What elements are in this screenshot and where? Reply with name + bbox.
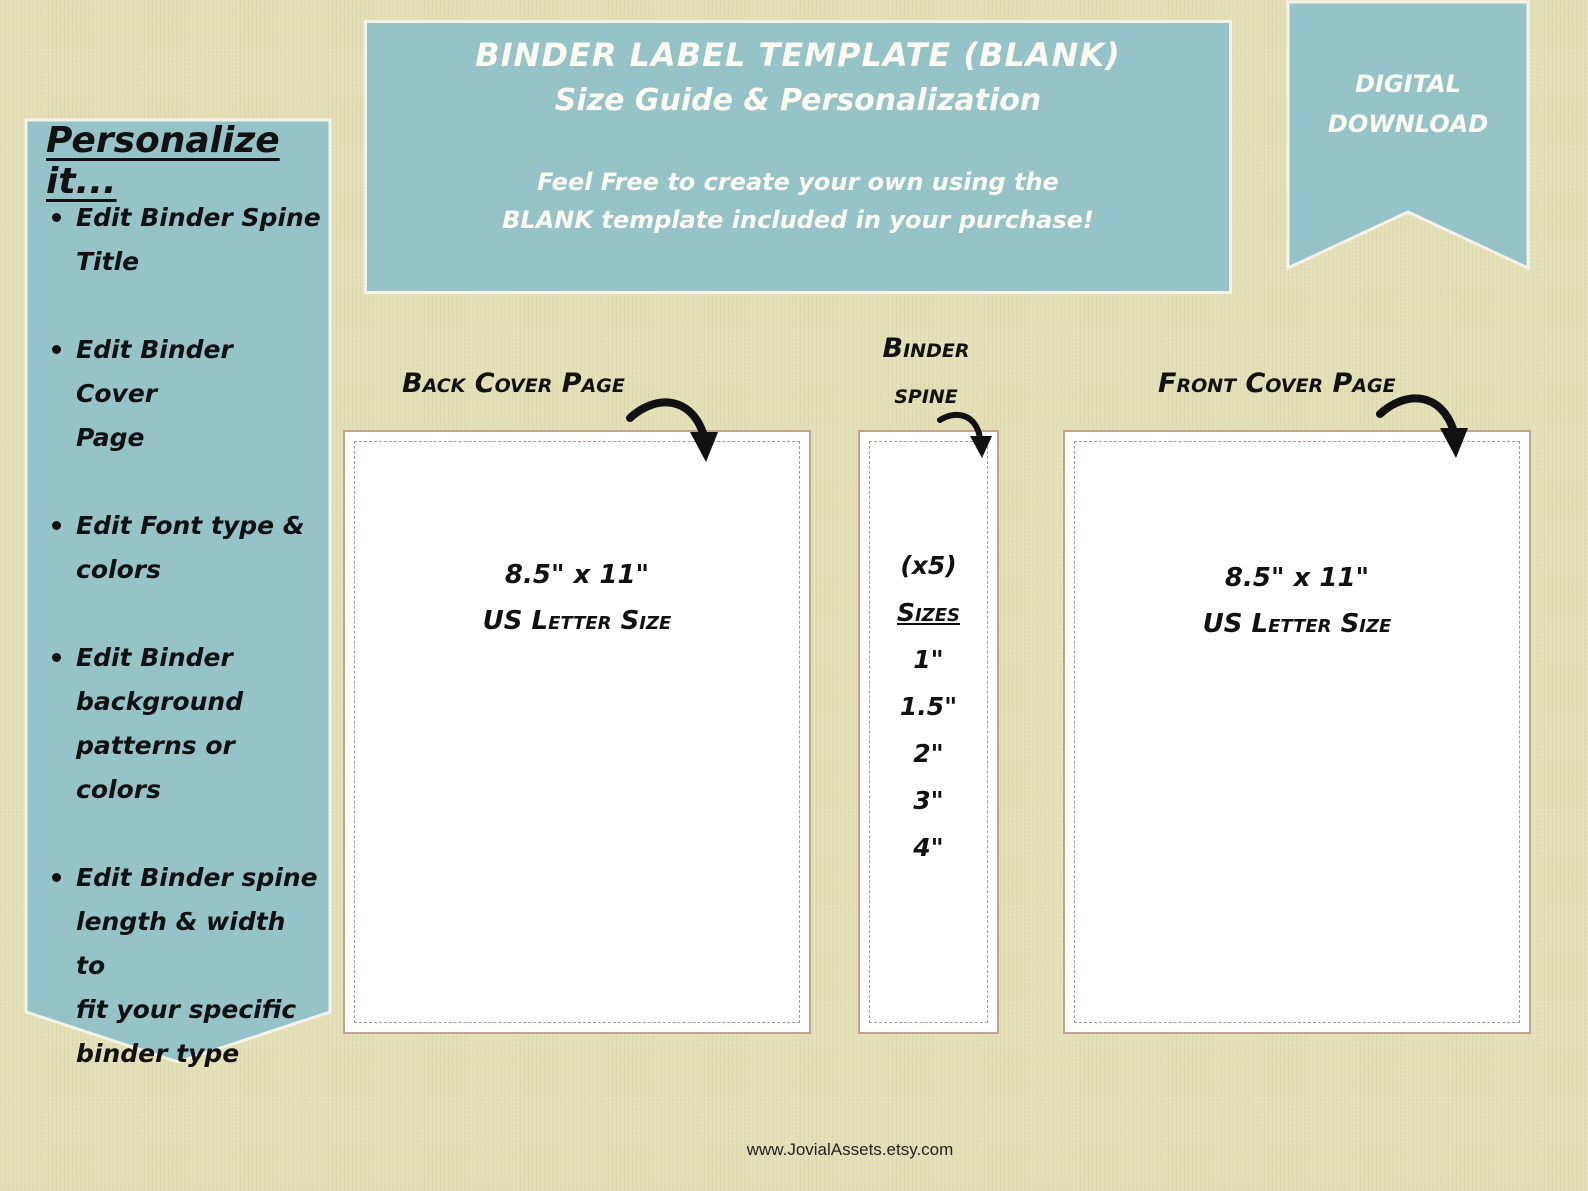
header-note xyxy=(367,163,1229,239)
header-note-line-1: Feel Free to create your own using the xyxy=(537,168,1059,196)
spine-label xyxy=(876,326,976,418)
front-cover-size-type: US Letter Size xyxy=(1202,609,1392,639)
bullet-icon xyxy=(52,213,61,222)
item-line: colors xyxy=(76,555,161,584)
bullet-icon xyxy=(52,873,61,882)
front-cover-sheet xyxy=(1063,430,1531,1034)
header-box xyxy=(364,20,1232,294)
personalize-item xyxy=(52,196,322,284)
item-line: length & width to xyxy=(76,907,286,980)
ribbon-line-1: DIGITAL xyxy=(1355,70,1461,98)
footer-url: www.JovialAssets.etsy.com xyxy=(746,1140,954,1159)
bullet-icon xyxy=(52,345,61,354)
spine-size-item: 3" xyxy=(913,786,944,815)
item-line: Title xyxy=(76,247,140,276)
back-cover-sheet xyxy=(343,430,811,1034)
back-cover-label: Back Cover Page xyxy=(402,368,625,399)
back-cover-size-type: US Letter Size xyxy=(482,606,672,636)
digital-download-ribbon xyxy=(1286,0,1530,272)
header-note-line-2: BLANK template included in your purchase! xyxy=(502,206,1094,234)
front-cover-dimensions: 8.5" x 11" xyxy=(1224,563,1370,593)
spine-size-item: 4" xyxy=(913,833,944,862)
item-line: Edit Binder Spine xyxy=(76,203,321,232)
header-subtitle: Size Guide & Personalization xyxy=(554,83,1042,118)
spine-size-info xyxy=(860,542,997,871)
back-cover-size-info xyxy=(345,552,809,644)
spine-sizes-heading: Sizes xyxy=(896,598,960,627)
spine-label-line-2: spine xyxy=(894,379,958,410)
personalize-item xyxy=(52,856,322,1076)
bullet-icon xyxy=(52,653,61,662)
curved-arrow-icon xyxy=(626,392,726,472)
item-line: Page xyxy=(76,423,145,452)
curved-arrow-icon xyxy=(1376,388,1476,468)
item-line: patterns or colors xyxy=(76,731,235,804)
personalize-banner xyxy=(24,118,332,1066)
personalize-item xyxy=(52,328,322,460)
spine-size-list xyxy=(860,542,997,871)
item-line: Edit Font type & xyxy=(76,511,305,540)
personalize-list xyxy=(52,196,322,1120)
personalize-title: Personalize it... xyxy=(46,120,280,202)
spine-size-item: 1" xyxy=(913,645,944,674)
item-line: fit your specific xyxy=(76,995,297,1024)
curved-arrow-icon xyxy=(936,408,996,462)
header-title: BINDER LABEL TEMPLATE (BLANK) xyxy=(475,36,1121,74)
back-cover-dimensions: 8.5" x 11" xyxy=(504,560,650,590)
front-cover-size-info xyxy=(1065,555,1529,647)
item-line: Edit Binder spine xyxy=(76,863,318,892)
spine-size-item: 2" xyxy=(913,739,944,768)
item-line: binder type xyxy=(76,1039,240,1068)
bullet-icon xyxy=(52,521,61,530)
personalize-item xyxy=(52,504,322,592)
personalize-item xyxy=(52,636,322,812)
spine-label-line-1: Binder xyxy=(882,333,970,364)
spine-count: (x5) xyxy=(900,551,957,580)
dashed-border xyxy=(354,441,800,1023)
spine-sheet xyxy=(858,430,999,1034)
item-line: Edit Binder xyxy=(76,643,233,672)
item-line: background xyxy=(76,687,244,716)
spine-size-item: 1.5" xyxy=(899,692,958,721)
ribbon-line-2: DOWNLOAD xyxy=(1327,110,1489,138)
ribbon-text xyxy=(1286,64,1530,144)
front-cover-label: Front Cover Page xyxy=(1158,368,1396,399)
item-line: Edit Binder Cover xyxy=(76,335,233,408)
dashed-border xyxy=(1074,441,1520,1023)
